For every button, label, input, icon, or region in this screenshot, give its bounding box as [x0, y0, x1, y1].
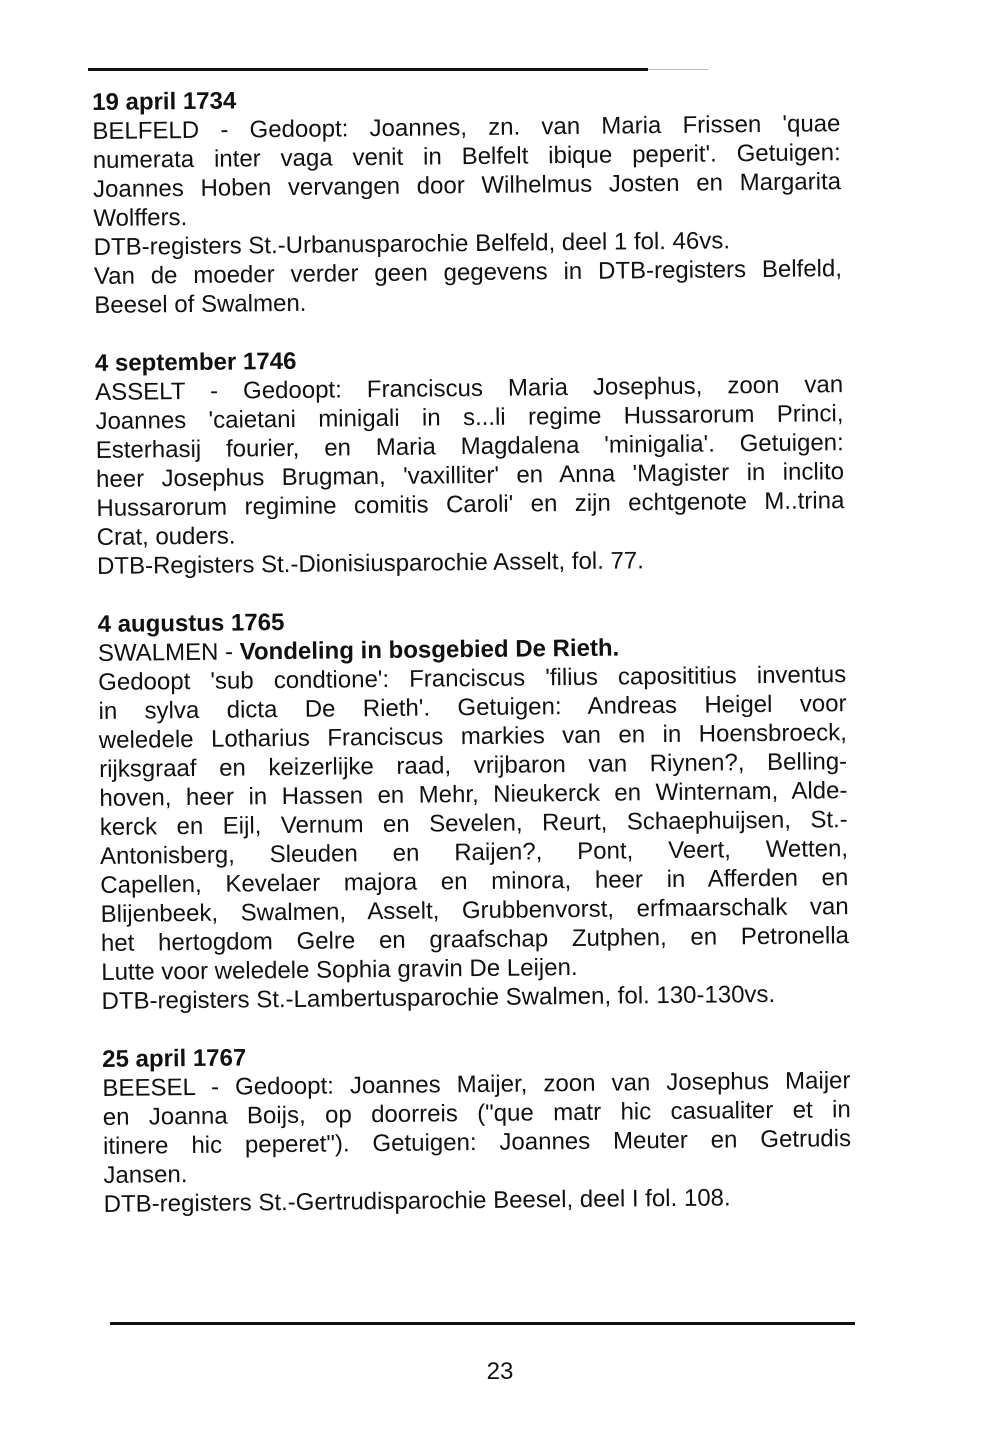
entry-date: 19 april 1734 — [92, 87, 237, 116]
entry-line: Joannes Hoben vervangen door Wilhelmus Josten en Margarita — [92, 168, 842, 203]
entry-line: en Joanna Boijs, op doorreis ("que matr hic casualiter et in — [102, 1096, 851, 1131]
entry-source: DTB-registers St.-Lambertusparochie Swalmen, fol. 130-130vs. — [101, 980, 776, 1015]
entry-line: heer Josephus Brugman, 'vaxilliter' en Anna 'Magister in inclito — [95, 458, 845, 493]
entry-date: 25 april 1767 — [102, 1044, 247, 1073]
top-rule-fade — [648, 69, 708, 70]
entries-container — [92, 80, 852, 1248]
top-rule — [88, 68, 648, 71]
entry-heading-place: SWALMEN - — [97, 638, 240, 667]
entry-line: ASSELT - Gedoopt: Franciscus Maria Josephus, zoon van — [95, 371, 844, 406]
entry-line: Capellen, Kevelaer majora en minora, heer in Afferden en — [100, 864, 849, 899]
page-number: 23 — [486, 1358, 514, 1385]
bottom-rule — [110, 1322, 855, 1325]
entry-source: DTB-registers St.-Gertrudisparochie Beesel, deel I fol. 108. — [103, 1184, 731, 1218]
entry-line: kerck en Eijl, Vernum en Sevelen, Reurt, Schaephuijsen, St.- — [99, 806, 848, 841]
entry-line: het hertogdom Gelre en graafschap Zutphen, en Petronella — [100, 922, 850, 957]
entry-line: Crat, ouders. — [96, 522, 236, 551]
entry-line: Joannes 'caietani minigali in s...li regime Hussarorum Princi, — [95, 400, 844, 435]
entry-line: Gedoopt 'sub condtione': Franciscus 'filius caposititius inventus — [98, 661, 847, 696]
entry-line: Wolffers. — [93, 204, 188, 232]
entry-line: itinere hic peperet"). Getuigen: Joannes Meuter en Getrudis — [102, 1125, 852, 1160]
entry-date: 4 september 1746 — [94, 347, 297, 377]
entry-line: Hussarorum regimine comitis Caroli' en zijn echtgenote M..trina — [96, 487, 845, 522]
entry-line: Jansen. — [103, 1161, 188, 1189]
entry-line: Esterhasij fourier, en Maria Magdalena 'minigalia'. Getuigen: — [95, 429, 844, 464]
entry-line: Blijenbeek, Swalmen, Asselt, Grubbenvorst, erfmaarschalk van — [100, 893, 849, 928]
entry-line: numerata inter vaga venit in Belfelt ibique peperit'. Getuigen: — [92, 139, 841, 174]
entry-heading-title: Vondeling in bosgebied De Rieth. — [239, 634, 620, 666]
entry-line: BELFELD - Gedoopt: Joannes, zn. van Maria Frissen 'quae — [92, 110, 841, 145]
entry-line: weledele Lotharius Franciscus markies van en in Hoensbroeck, — [98, 719, 847, 754]
entry-1765 — [97, 602, 849, 1016]
entry-line: rijksgraaf en keizerlijke raad, vrijbaron van Riynen?, Belling- — [98, 748, 848, 783]
entry-line: Lutte voor weledele Sophia gravin De Leijen. — [101, 953, 578, 986]
entry-line: hoven, heer in Hassen en Mehr, Nieukerck en Winternam, Alde- — [99, 777, 848, 812]
entry-1746 — [95, 341, 845, 581]
entry-source: DTB-Registers St.-Dionisiusparochie Asselt, fol. 77. — [96, 547, 645, 580]
entry-1734 — [92, 80, 842, 320]
entry-line: Beesel of Swalmen. — [94, 289, 307, 319]
entry-line: Antonisberg, Sleuden en Raijen?, Pont, Veert, Wetten, — [99, 835, 849, 870]
entry-line: BEESEL - Gedoopt: Joannes Maijer, zoon van Josephus Maijer — [102, 1067, 851, 1102]
entry-1767 — [102, 1037, 852, 1219]
entry-line: Van de moeder verder geen gegevens in DTB-registers Belfeld, — [93, 255, 843, 290]
entry-date: 4 augustus 1765 — [97, 609, 285, 638]
entry-source: DTB-registers St.-Urbanusparochie Belfeld, deel 1 fol. 46vs. — [93, 227, 731, 261]
entry-line: in sylva dicta De Rieth'. Getuigen: Andreas Heigel voor — [98, 690, 847, 725]
